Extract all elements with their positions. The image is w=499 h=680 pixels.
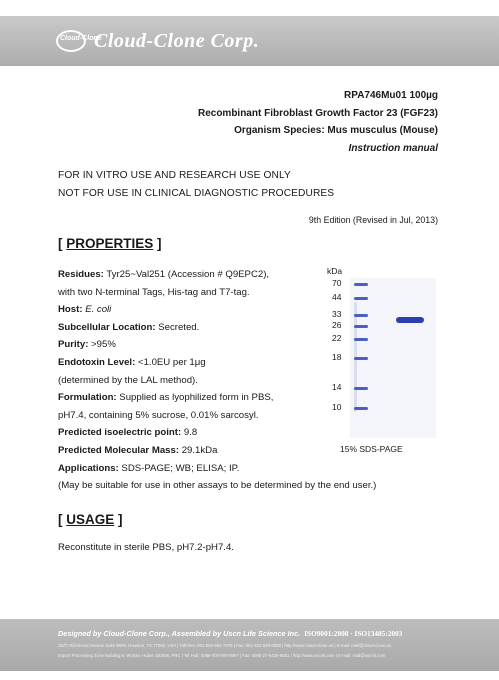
gel-unit-label: kDa xyxy=(327,266,343,276)
usage-heading: [ USAGE ] xyxy=(58,512,123,527)
residues-cont: with two N-terminal Tags, His-tag and T7-tag. xyxy=(58,286,250,298)
organism-species: Organism Species: Mus musculus (Mouse) xyxy=(234,125,438,136)
ladder-band xyxy=(354,297,368,300)
host-row: Host: E. coli xyxy=(58,304,112,316)
header-banner xyxy=(0,16,499,66)
edition-info: 9th Edition (Revised in Jul, 2013) xyxy=(308,215,438,225)
applications-row: Applications: SDS-PAGE; WB; ELISA; IP. xyxy=(58,462,240,474)
marker-label: 44 xyxy=(332,292,342,302)
marker-label: 33 xyxy=(332,309,342,319)
ladder-smear xyxy=(354,302,357,412)
footer-credits: Designed by Cloud-Clone Corp., Assembled by Uscn Life Science Inc. ISO9001:2008 · ISO13485:2003 xyxy=(58,629,403,638)
subcellular-row: Subcellular Location: Secreted. xyxy=(58,321,200,333)
product-name: Recombinant Fibroblast Growth Factor 23 (FGF23) xyxy=(197,107,438,119)
purity-row: Purity: >95% xyxy=(58,339,116,351)
marker-label: 70 xyxy=(332,278,342,288)
iso-certification: ISO9001:2008 · ISO13485:2003 xyxy=(304,629,403,638)
formulation-cont: pH7.4, containing 5% sucrose, 0.01% sarcosyl. xyxy=(58,409,259,421)
molecular-mass-row: Predicted Molecular Mass: 29.1kDa xyxy=(58,444,218,456)
marker-label: 26 xyxy=(332,320,342,330)
applications-note: (May be suitable for use in other assays to be determined by the end user.) xyxy=(58,480,377,492)
company-logo xyxy=(56,26,259,56)
product-info xyxy=(198,87,438,157)
formulation-row: Formulation: Supplied as lyophilized form in PBS, xyxy=(58,392,274,404)
marker-label: 14 xyxy=(332,382,342,392)
company-name: Cloud-Clone Corp. xyxy=(94,29,260,52)
residues-row: Residues: Tyr25~Val251 (Accession # Q9EPC2), xyxy=(58,269,270,280)
footer-banner xyxy=(0,619,499,671)
footer-address-cn: Export Processing Zone Building 6, Wuhan, Hubei 430056, PRC | Tel Hub: 0086-400-808-0997 | Fax: 0086-27-8425-8551 | http://www.uscnk.com | E-mail: mail@uscnk.com xyxy=(58,653,386,658)
cloud-logo-icon: Cloud-Clone xyxy=(56,30,86,52)
sds-page-gel-image xyxy=(324,266,440,456)
ladder-band xyxy=(354,283,368,286)
catalog-number: RPA746Mu01 100µg xyxy=(344,90,438,101)
marker-label: 22 xyxy=(332,333,342,343)
usage-text: Reconstitute in sterile PBS, pH7.2-pH7.4. xyxy=(58,542,234,553)
clinical-notice: NOT FOR USE IN CLINICAL DIAGNOSTIC PROCEDURES xyxy=(58,187,335,199)
endotoxin-row: Endotoxin Level: <1.0EU per 1μg xyxy=(58,356,206,368)
isoelectric-row: Predicted isoelectric point: 9.8 xyxy=(58,427,198,439)
protein-band xyxy=(396,317,424,323)
properties-heading: [ PROPERTIES ] xyxy=(58,236,162,251)
gel-caption: 15% SDS-PAGE xyxy=(340,444,403,454)
endotoxin-cont: (determined by the LAL method). xyxy=(58,374,198,386)
marker-label: 10 xyxy=(332,402,342,412)
research-only-notice: FOR IN VITRO USE AND RESEARCH USE ONLY xyxy=(58,170,291,181)
usage-notice xyxy=(58,167,334,202)
footer-address-us: 1D/T: Richmond Avenue Suite 9009, Houston, TX 77060, USA | Toll-free: 001-800-662-7478 | Fax: 001-832-538-0068 | http://www.cloud-clone.us | E-mail: mail@cloud-clone.us xyxy=(58,643,392,648)
document-type: Instruction manual xyxy=(348,142,438,154)
gel-lanes xyxy=(350,278,436,438)
marker-label: 18 xyxy=(332,352,342,362)
